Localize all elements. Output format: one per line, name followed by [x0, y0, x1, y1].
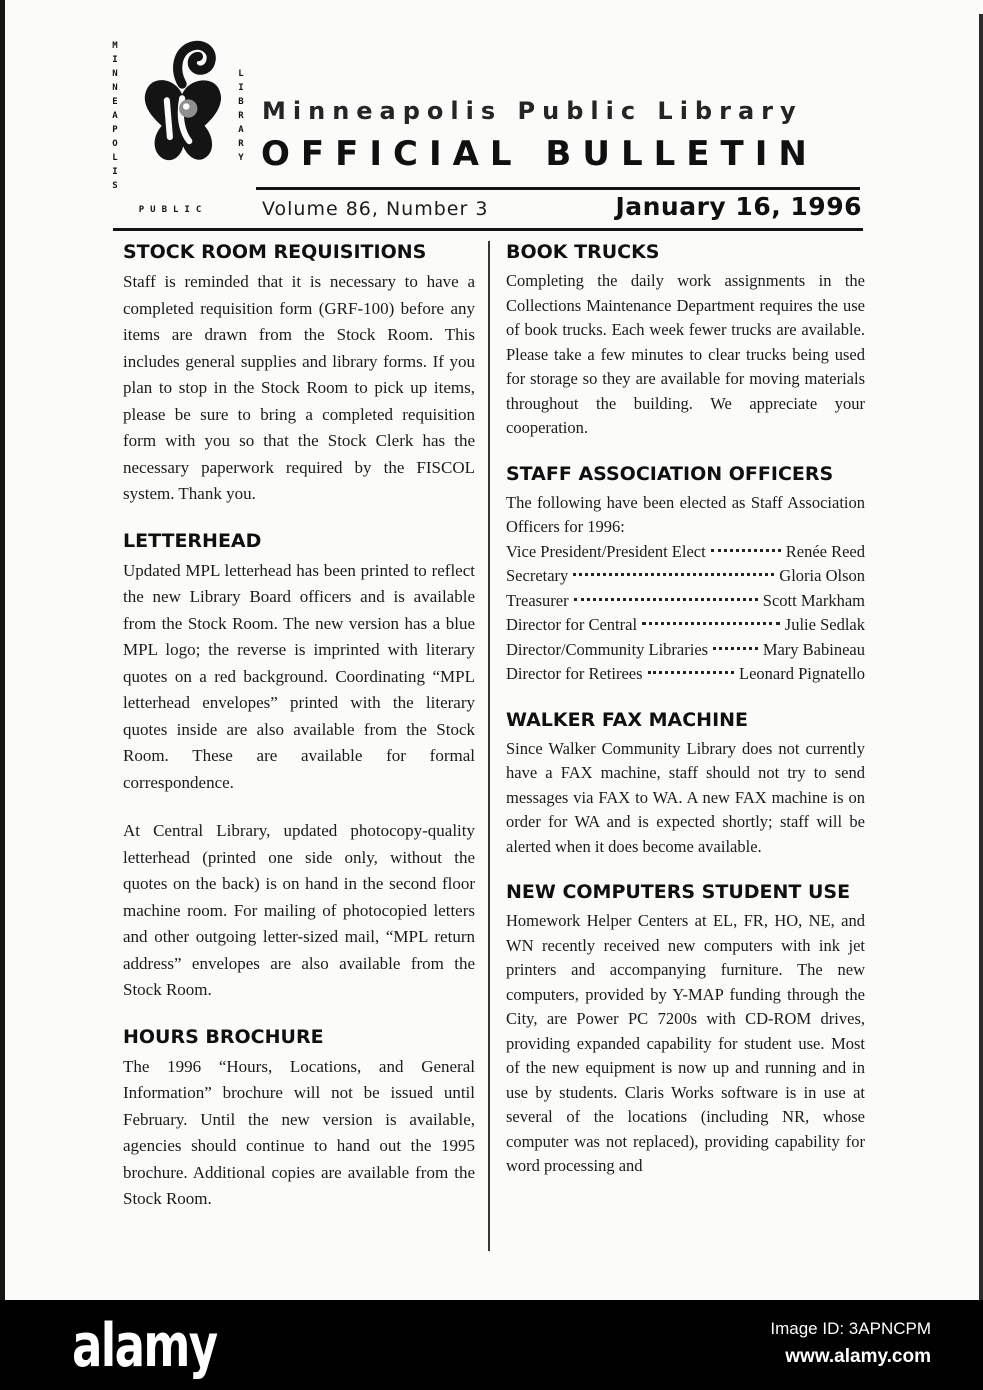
section-heading: LETTERHEAD	[123, 529, 262, 552]
section-heading: HOURS BROCHURE	[123, 1025, 324, 1048]
officer-name: Leonard Pignatello	[738, 664, 865, 683]
officer-name: Mary Babineau	[762, 639, 865, 659]
officer-name: Gloria Olson	[779, 566, 865, 585]
section-heading: BOOK TRUCKS	[506, 241, 660, 263]
officer-role: Director/Community Libraries	[506, 639, 709, 659]
bulletin-section	[506, 241, 865, 441]
dotted-leader-icon	[573, 573, 774, 576]
mpl-logo-mark-icon	[124, 33, 226, 183]
officer-row	[506, 662, 865, 687]
section-heading: STOCK ROOM REQUISITIONS	[123, 241, 427, 263]
officer-role: Director for Retirees	[506, 664, 643, 683]
logo-text-library: LIBRARY	[236, 69, 246, 167]
section-heading: WALKER FAX MACHINE	[506, 708, 749, 731]
officer-name: Scott Markham	[762, 590, 865, 610]
section-heading: NEW COMPUTERS STUDENT USE	[506, 881, 851, 903]
officer-row	[506, 638, 865, 663]
section-heading: STAFF ASSOCIATION OFFICERS	[506, 462, 834, 485]
bulletin-section	[506, 709, 865, 860]
officer-row	[506, 540, 865, 565]
dotted-leader-icon	[713, 647, 758, 650]
dotted-leader-icon	[711, 549, 781, 552]
section-paragraph: Staff is reminded that it is necessary to have a completed requisition form (GRF-100) before any items are drawn from the Stock Room. This includes general supplies and library forms. If you plan to stop in the Stock Room to pick up items, please be sure to bring a completed requisition form with you so that the Stock Clerk has the necessary paperwork required by the FISCOL system. Thank you.	[123, 272, 475, 503]
alamy-logo: alamy	[72, 1311, 217, 1381]
section-paragraph: The 1996 “Hours, Locations, and General Information” brochure will not be issued until February. Until the new version is available, agencies should continue to hand out the 1995 brochure. Additional copies are available from the Stock Room.	[123, 1056, 475, 1208]
masthead	[0, 0, 983, 240]
mpl-logo	[108, 33, 246, 219]
alamy-watermark-bar	[0, 1300, 983, 1390]
officer-row	[506, 564, 865, 589]
alamy-url: www.alamy.com	[785, 1346, 931, 1367]
image-id: Image ID: 3APNCPM	[770, 1319, 931, 1338]
officer-name: Julie Sedlak	[784, 615, 865, 634]
officer-role: Secretary	[506, 566, 569, 585]
bulletin-section	[123, 530, 475, 1004]
section-paragraph: Updated MPL letterhead has been printed to reflect the new Library Board officers and is available from the Stock Room. The new version has a blue MPL logo; the reverse is imprinted with literary quotes on a red background. Coordinating “MPL letterhead envelopes” printed with the literary quotes inside are also available from the Stock Room. These are available for formal correspondence.	[123, 560, 475, 792]
officer-row	[506, 589, 865, 614]
library-name: Minneapolis Public Library	[262, 97, 803, 125]
section-paragraph: Since Walker Community Library does not currently have a FAX machine, staff should not try to send messages via FAX to WA. A new FAX machine is on order for WA and is expected shortly; staff will be alerted when it does become available.	[506, 738, 865, 856]
dotted-leader-icon	[648, 671, 734, 674]
officer-name: Renée Reed	[785, 541, 865, 561]
title-rule	[256, 187, 860, 190]
logo-text-public: PUBLIC	[138, 205, 208, 215]
dotted-leader-icon	[642, 622, 780, 625]
bulletin-section	[123, 1026, 475, 1213]
officer-row	[506, 613, 865, 638]
section-paragraph: At Central Library, updated photocopy-quality letterhead (printed one side only, without the quotes on the back) is on hand in the second floor machine room. For mailing of photocopied letters and other outgoing letter-sized mail, “MPL return address” envelopes are also available from the Stock Room.	[123, 821, 475, 999]
officer-role: Vice President/President Elect	[506, 541, 706, 561]
bulletin-section	[123, 241, 475, 508]
officer-role: Treasurer	[506, 590, 569, 610]
volume-number: Volume 86, Number 3	[262, 198, 489, 220]
left-column	[123, 241, 475, 1293]
bulletin-section	[506, 881, 865, 1179]
right-column	[490, 241, 865, 1293]
bulletin-title: OFFICIAL BULLETIN	[261, 134, 818, 174]
alamy-meta	[770, 1319, 931, 1368]
section-paragraph: Homework Helper Centers at EL, FR, HO, NE, and WN recently received new computers with ink jet printers and accompanying furniture. The new computers, provided by Y-MAP funding through the City, are Power PC 7200s with CD-ROM drives, providing expanded capability for student use. Most of the new equipment is now up and running and in use by students. Claris Works software is in use at several of the locations (including NR, whose computer was not replaced), providing capability for word processing and	[506, 911, 865, 1175]
bulletin-section	[506, 463, 865, 687]
officer-role: Director for Central	[506, 615, 638, 634]
logo-text-minneapolis: MINNEAPOLIS	[110, 41, 120, 195]
dotted-leader-icon	[574, 598, 758, 601]
section-paragraph: Completing the daily work assignments in the Collections Maintenance Department requires the use of book trucks. Each week fewer trucks are available. Please take a few minutes to clear trucks being used for storage so they are available for moving materials throughout the building. We appreciate your cooperation.	[506, 271, 865, 437]
issue-date: January 16, 1996	[615, 192, 862, 221]
section-paragraph: The following have been elected as Staff Association Officers for 1996:	[506, 492, 865, 536]
bulletin-columns	[123, 241, 865, 1293]
masthead-rule	[113, 228, 863, 231]
